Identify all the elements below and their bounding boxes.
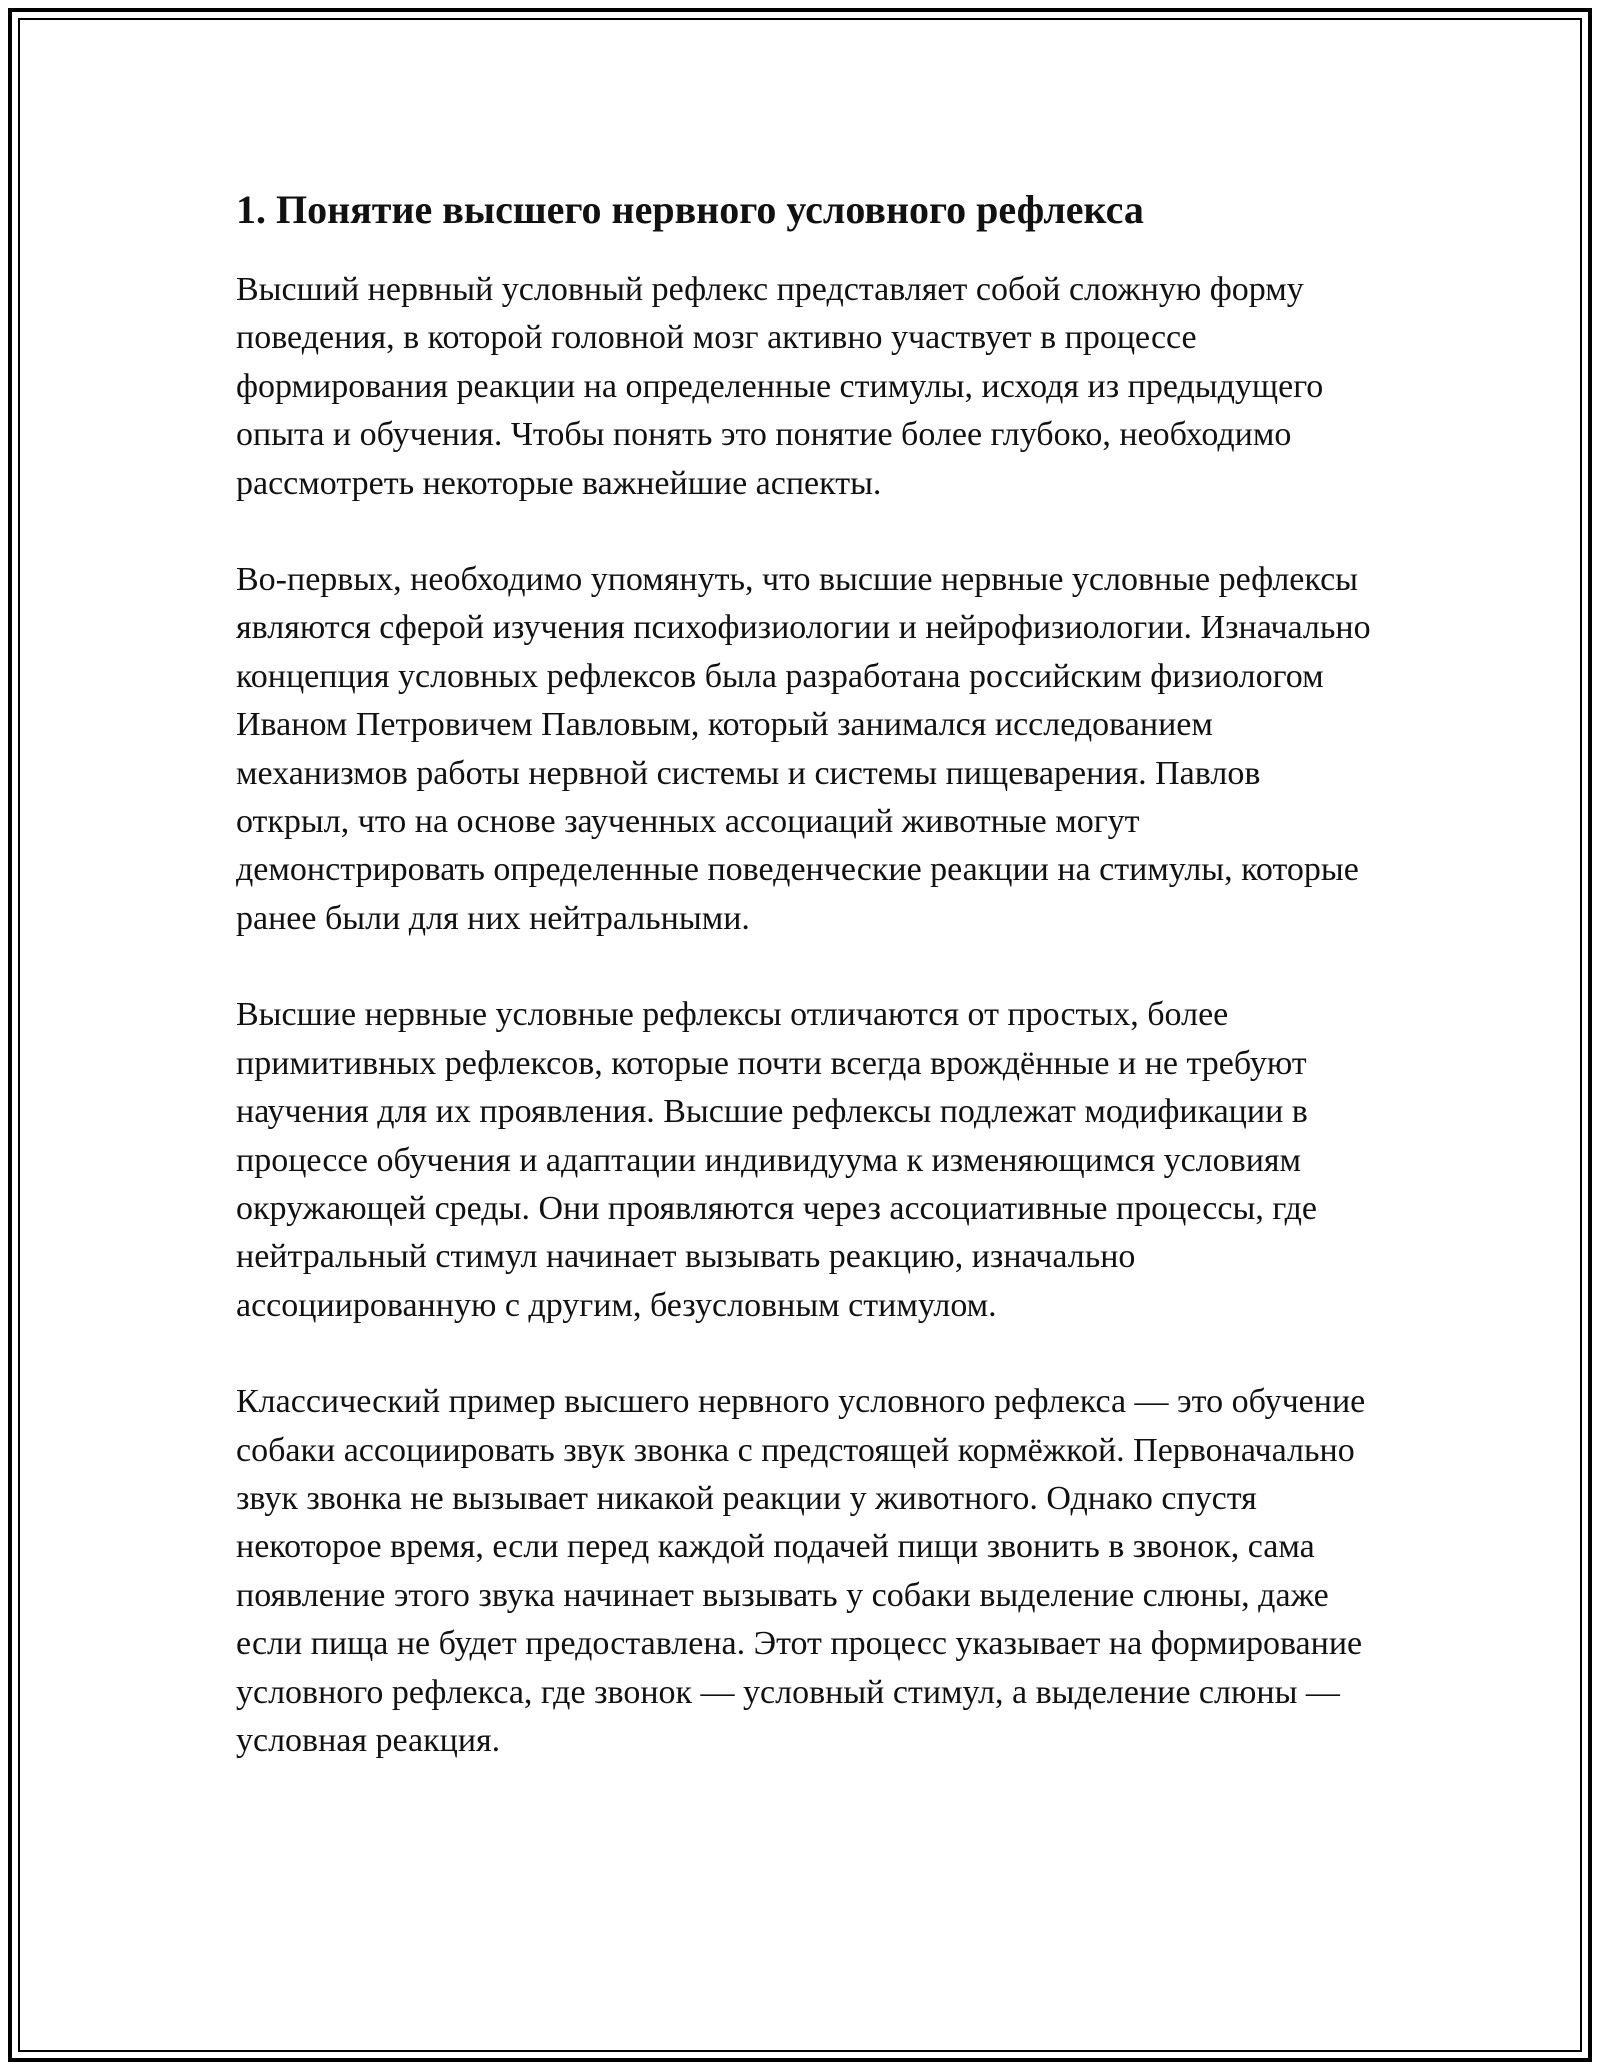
document-body [236, 186, 1376, 1813]
section-heading: 1. Понятие высшего нервного условного рефлекса [236, 187, 1144, 232]
paragraph-2: Во-первых, необходимо упомянуть, что высшие нервные условные рефлексы являются сферой изучения психофизиологии и нейрофизиологии. Изначально концепция условных рефлексов была разработана российским физиологом Иваном Петровичем Павловым, который занимался исследованием механизмов работы нервной системы и системы пищеварения. Павлов открыл, что на основе заученных ассоциаций животные могут демонстрировать определенные поведенческие реакции на стимулы, которые ранее были для них нейтральными. [236, 561, 1371, 937]
paragraph-4: Классический пример высшего нервного условного рефлекса — это обучение собаки ассоциировать звук звонка с предстоящей кормёжкой. Первоначально звук звонка не вызывает никакой реакции у животного. Однако спустя некоторое время, если перед каждой подачей пищи звонить в звонок, сама появление этого звука начинает вызывать у собаки выделение слюны, даже если пища не будет предоставлена. Этот процесс указывает на формирование условного рефлекса, где звонок — условный стимул, а выделение слюны — условная реакция. [236, 1383, 1366, 1759]
paragraph-3: Высшие нервные условные рефлексы отличаются от простых, более примитивных рефлексов, которые почти всегда врождённые и не требуют научения для их проявления. Высшие рефлексы подлежат модификации в процессе обучения и адаптации индивидуума к изменяющимся условиям окружающей среды. Они проявляются через ассоциативные процессы, где нейтральный стимул начинает вызывать реакцию, изначально ассоциированную с другим, безусловным стимулом. [236, 996, 1317, 1324]
paragraph-1: Высший нервный условный рефлекс представляет собой сложную форму поведения, в которой головной мозг активно участвует в процессе формирования реакции на определенные стимулы, исходя из предыдущего опыта и обучения. Чтобы понять это понятие более глубоко, необходимо рассмотреть некоторые важнейшие аспекты. [236, 271, 1324, 502]
